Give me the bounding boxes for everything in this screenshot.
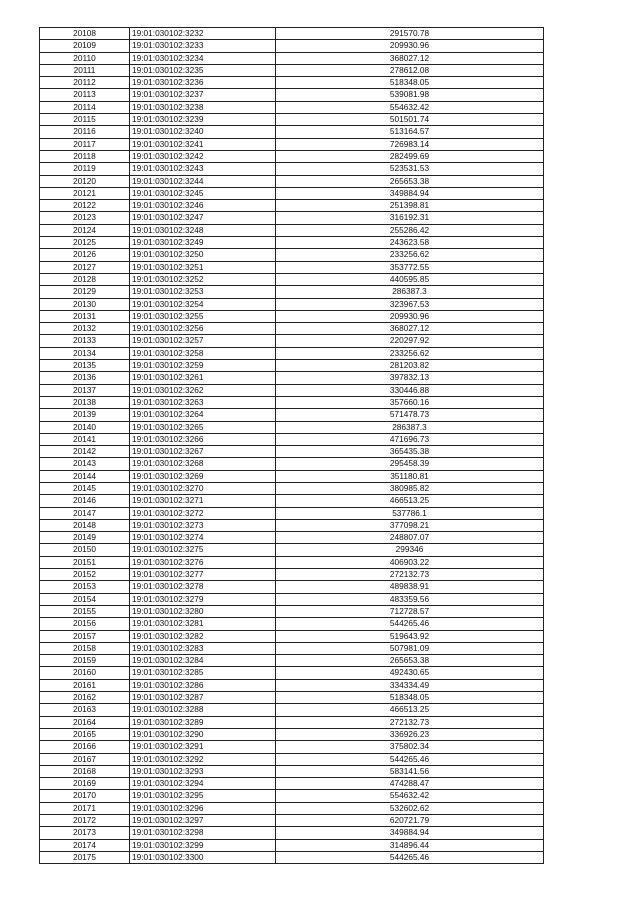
row-number-cell: 20175 [40,851,130,863]
row-number-cell: 20159 [40,655,130,667]
table-row [40,163,544,175]
row-number-cell: 20149 [40,532,130,544]
cadastral-value-cell: 272132.73 [276,716,544,728]
cadastral-number-cell: 19:01:030102:3274 [130,532,276,544]
cadastral-value-cell: 537786.1 [276,507,544,519]
cadastral-number-cell: 19:01:030102:3242 [130,150,276,162]
table-row [40,77,544,89]
row-number-cell: 20109 [40,40,130,52]
row-number-cell: 20130 [40,298,130,310]
table-row [40,347,544,359]
row-number-cell: 20154 [40,593,130,605]
row-number-cell: 20126 [40,249,130,261]
cadastral-value-cell: 314896.44 [276,839,544,851]
table-row [40,630,544,642]
cadastral-value-cell: 316192.31 [276,212,544,224]
row-number-cell: 20170 [40,790,130,802]
cadastral-value-cell: 251398.81 [276,200,544,212]
table-row [40,323,544,335]
cadastral-number-cell: 19:01:030102:3296 [130,802,276,814]
row-number-cell: 20163 [40,704,130,716]
cadastral-value-cell: 243623.58 [276,237,544,249]
row-number-cell: 20114 [40,101,130,113]
cadastral-number-cell: 19:01:030102:3257 [130,335,276,347]
cadastral-number-cell: 19:01:030102:3273 [130,519,276,531]
table-row [40,679,544,691]
cadastral-number-cell: 19:01:030102:3276 [130,556,276,568]
cadastral-number-cell: 19:01:030102:3233 [130,40,276,52]
cadastral-value-cell: 286387.3 [276,421,544,433]
cadastral-value-cell: 368027.12 [276,323,544,335]
cadastral-number-cell: 19:01:030102:3285 [130,667,276,679]
cadastral-number-cell: 19:01:030102:3271 [130,495,276,507]
cadastral-number-cell: 19:01:030102:3264 [130,409,276,421]
cadastral-number-cell: 19:01:030102:3266 [130,433,276,445]
table-row [40,286,544,298]
cadastral-number-cell: 19:01:030102:3255 [130,310,276,322]
table-row [40,175,544,187]
row-number-cell: 20119 [40,163,130,175]
cadastral-value-cell: 483359.56 [276,593,544,605]
cadastral-number-cell: 19:01:030102:3243 [130,163,276,175]
table-row [40,138,544,150]
cadastral-value-cell: 397832.13 [276,372,544,384]
cadastral-value-cell: 571478.73 [276,409,544,421]
row-number-cell: 20141 [40,433,130,445]
table-row [40,187,544,199]
cadastral-number-cell: 19:01:030102:3278 [130,581,276,593]
table-row [40,40,544,52]
row-number-cell: 20146 [40,495,130,507]
cadastral-value-cell: 233256.62 [276,347,544,359]
row-number-cell: 20156 [40,618,130,630]
row-number-cell: 20157 [40,630,130,642]
cadastral-value-cell: 518348.05 [276,77,544,89]
cadastral-value-cell: 471696.73 [276,433,544,445]
cadastral-value-cell: 466513.25 [276,495,544,507]
cadastral-number-cell: 19:01:030102:3248 [130,224,276,236]
row-number-cell: 20152 [40,569,130,581]
table-row [40,753,544,765]
row-number-cell: 20115 [40,114,130,126]
row-number-cell: 20133 [40,335,130,347]
table-row [40,851,544,863]
row-number-cell: 20172 [40,815,130,827]
cadastral-value-cell: 209930.96 [276,40,544,52]
table-row [40,495,544,507]
row-number-cell: 20162 [40,692,130,704]
table-row [40,421,544,433]
cadastral-number-cell: 19:01:030102:3238 [130,101,276,113]
cadastral-value-cell: 554632.42 [276,790,544,802]
cadastral-value-cell: 248807.07 [276,532,544,544]
row-number-cell: 20137 [40,384,130,396]
cadastral-number-cell: 19:01:030102:3281 [130,618,276,630]
row-number-cell: 20151 [40,556,130,568]
cadastral-number-cell: 19:01:030102:3282 [130,630,276,642]
row-number-cell: 20148 [40,519,130,531]
table-row [40,212,544,224]
cadastral-value-cell: 278612.08 [276,64,544,76]
cadastral-value-table [39,27,544,864]
table-row [40,446,544,458]
cadastral-value-cell: 334334.49 [276,679,544,691]
table-row [40,261,544,273]
cadastral-number-cell: 19:01:030102:3246 [130,200,276,212]
row-number-cell: 20134 [40,347,130,359]
cadastral-number-cell: 19:01:030102:3290 [130,728,276,740]
cadastral-value-cell: 377098.21 [276,519,544,531]
table-row [40,716,544,728]
cadastral-value-cell: 712728.57 [276,605,544,617]
row-number-cell: 20135 [40,360,130,372]
cadastral-value-cell: 492430.65 [276,667,544,679]
table-body [40,28,544,864]
cadastral-value-cell: 336926.23 [276,728,544,740]
row-number-cell: 20117 [40,138,130,150]
cadastral-number-cell: 19:01:030102:3279 [130,593,276,605]
table-row [40,360,544,372]
table-row [40,569,544,581]
cadastral-value-cell: 220297.92 [276,335,544,347]
row-number-cell: 20121 [40,187,130,199]
table-row [40,482,544,494]
cadastral-number-cell: 19:01:030102:3268 [130,458,276,470]
table-row [40,728,544,740]
cadastral-value-cell: 282499.69 [276,150,544,162]
cadastral-value-cell: 518348.05 [276,692,544,704]
cadastral-value-cell: 265653.38 [276,655,544,667]
table-row [40,532,544,544]
cadastral-value-cell: 357660.16 [276,396,544,408]
table-row [40,827,544,839]
row-number-cell: 20111 [40,64,130,76]
cadastral-value-cell: 349884.94 [276,827,544,839]
cadastral-number-cell: 19:01:030102:3247 [130,212,276,224]
cadastral-number-cell: 19:01:030102:3236 [130,77,276,89]
table-row [40,519,544,531]
table-row [40,372,544,384]
cadastral-value-cell: 375802.34 [276,741,544,753]
cadastral-number-cell: 19:01:030102:3275 [130,544,276,556]
table-row [40,605,544,617]
row-number-cell: 20113 [40,89,130,101]
cadastral-number-cell: 19:01:030102:3252 [130,273,276,285]
cadastral-number-cell: 19:01:030102:3254 [130,298,276,310]
table-row [40,790,544,802]
row-number-cell: 20160 [40,667,130,679]
row-number-cell: 20164 [40,716,130,728]
cadastral-value-cell: 501501.74 [276,114,544,126]
cadastral-value-cell: 539081.98 [276,89,544,101]
cadastral-value-cell: 554632.42 [276,101,544,113]
row-number-cell: 20173 [40,827,130,839]
table-row [40,335,544,347]
cadastral-value-cell: 380985.82 [276,482,544,494]
table-row [40,298,544,310]
cadastral-number-cell: 19:01:030102:3291 [130,741,276,753]
cadastral-number-cell: 19:01:030102:3244 [130,175,276,187]
table-row [40,815,544,827]
table-row [40,52,544,64]
row-number-cell: 20139 [40,409,130,421]
row-number-cell: 20132 [40,323,130,335]
cadastral-value-cell: 466513.25 [276,704,544,716]
row-number-cell: 20129 [40,286,130,298]
table-row [40,655,544,667]
cadastral-number-cell: 19:01:030102:3283 [130,642,276,654]
table-row [40,384,544,396]
row-number-cell: 20131 [40,310,130,322]
row-number-cell: 20150 [40,544,130,556]
cadastral-value-cell: 323967.53 [276,298,544,310]
cadastral-number-cell: 19:01:030102:3277 [130,569,276,581]
table-row [40,458,544,470]
cadastral-value-cell: 349884.94 [276,187,544,199]
cadastral-number-cell: 19:01:030102:3235 [130,64,276,76]
cadastral-value-cell: 513164.57 [276,126,544,138]
row-number-cell: 20127 [40,261,130,273]
cadastral-number-cell: 19:01:030102:3288 [130,704,276,716]
table-row [40,778,544,790]
cadastral-value-cell: 330446.88 [276,384,544,396]
row-number-cell: 20171 [40,802,130,814]
cadastral-number-cell: 19:01:030102:3297 [130,815,276,827]
row-number-cell: 20158 [40,642,130,654]
cadastral-number-cell: 19:01:030102:3249 [130,237,276,249]
cadastral-value-cell: 544265.46 [276,618,544,630]
cadastral-value-cell: 233256.62 [276,249,544,261]
table-row [40,581,544,593]
table-row [40,64,544,76]
cadastral-number-cell: 19:01:030102:3251 [130,261,276,273]
cadastral-value-cell: 544265.46 [276,851,544,863]
cadastral-number-cell: 19:01:030102:3267 [130,446,276,458]
cadastral-value-cell: 255286.42 [276,224,544,236]
table-row [40,237,544,249]
cadastral-value-cell: 620721.79 [276,815,544,827]
cadastral-value-cell: 353772.55 [276,261,544,273]
table-row [40,273,544,285]
cadastral-number-cell: 19:01:030102:3234 [130,52,276,64]
table-row [40,556,544,568]
table-row [40,765,544,777]
cadastral-number-cell: 19:01:030102:3250 [130,249,276,261]
cadastral-number-cell: 19:01:030102:3245 [130,187,276,199]
table-row [40,28,544,40]
cadastral-value-cell: 299346 [276,544,544,556]
table-row [40,692,544,704]
cadastral-number-cell: 19:01:030102:3293 [130,765,276,777]
cadastral-value-cell: 265653.38 [276,175,544,187]
cadastral-value-cell: 440595.85 [276,273,544,285]
cadastral-number-cell: 19:01:030102:3241 [130,138,276,150]
table-row [40,249,544,261]
cadastral-value-cell: 532602.62 [276,802,544,814]
table-row [40,642,544,654]
cadastral-number-cell: 19:01:030102:3232 [130,28,276,40]
row-number-cell: 20145 [40,482,130,494]
table-row [40,667,544,679]
cadastral-number-cell: 19:01:030102:3299 [130,839,276,851]
cadastral-number-cell: 19:01:030102:3240 [130,126,276,138]
cadastral-number-cell: 19:01:030102:3298 [130,827,276,839]
cadastral-value-cell: 209930.96 [276,310,544,322]
cadastral-value-cell: 406903.22 [276,556,544,568]
cadastral-number-cell: 19:01:030102:3259 [130,360,276,372]
row-number-cell: 20120 [40,175,130,187]
cadastral-number-cell: 19:01:030102:3292 [130,753,276,765]
cadastral-number-cell: 19:01:030102:3286 [130,679,276,691]
row-number-cell: 20153 [40,581,130,593]
cadastral-value-cell: 474288.47 [276,778,544,790]
cadastral-number-cell: 19:01:030102:3300 [130,851,276,863]
row-number-cell: 20169 [40,778,130,790]
row-number-cell: 20123 [40,212,130,224]
table-row [40,741,544,753]
row-number-cell: 20161 [40,679,130,691]
table-row [40,114,544,126]
cadastral-number-cell: 19:01:030102:3262 [130,384,276,396]
row-number-cell: 20167 [40,753,130,765]
table-row [40,839,544,851]
table-row [40,310,544,322]
cadastral-number-cell: 19:01:030102:3269 [130,470,276,482]
row-number-cell: 20122 [40,200,130,212]
row-number-cell: 20128 [40,273,130,285]
cadastral-value-cell: 489838.91 [276,581,544,593]
row-number-cell: 20174 [40,839,130,851]
cadastral-value-cell: 583141.56 [276,765,544,777]
row-number-cell: 20165 [40,728,130,740]
cadastral-value-cell: 272132.73 [276,569,544,581]
row-number-cell: 20155 [40,605,130,617]
table-row [40,507,544,519]
row-number-cell: 20124 [40,224,130,236]
cadastral-number-cell: 19:01:030102:3270 [130,482,276,494]
table-row [40,150,544,162]
row-number-cell: 20143 [40,458,130,470]
row-number-cell: 20138 [40,396,130,408]
cadastral-value-cell: 544265.46 [276,753,544,765]
row-number-cell: 20108 [40,28,130,40]
table-row [40,704,544,716]
cadastral-number-cell: 19:01:030102:3258 [130,347,276,359]
table-row [40,200,544,212]
row-number-cell: 20112 [40,77,130,89]
cadastral-value-cell: 351180.81 [276,470,544,482]
table-row [40,433,544,445]
table-row [40,126,544,138]
cadastral-number-cell: 19:01:030102:3287 [130,692,276,704]
cadastral-number-cell: 19:01:030102:3239 [130,114,276,126]
row-number-cell: 20168 [40,765,130,777]
cadastral-value-cell: 286387.3 [276,286,544,298]
cadastral-number-cell: 19:01:030102:3289 [130,716,276,728]
cadastral-number-cell: 19:01:030102:3256 [130,323,276,335]
row-number-cell: 20125 [40,237,130,249]
table-row [40,470,544,482]
table-row [40,409,544,421]
row-number-cell: 20166 [40,741,130,753]
cadastral-number-cell: 19:01:030102:3237 [130,89,276,101]
table-row [40,101,544,113]
cadastral-value-cell: 519643.92 [276,630,544,642]
cadastral-number-cell: 19:01:030102:3280 [130,605,276,617]
cadastral-number-cell: 19:01:030102:3295 [130,790,276,802]
cadastral-number-cell: 19:01:030102:3263 [130,396,276,408]
row-number-cell: 20142 [40,446,130,458]
cadastral-value-cell: 365435.38 [276,446,544,458]
table-row [40,618,544,630]
cadastral-value-cell: 726983.14 [276,138,544,150]
cadastral-number-cell: 19:01:030102:3272 [130,507,276,519]
cadastral-number-cell: 19:01:030102:3294 [130,778,276,790]
cadastral-number-cell: 19:01:030102:3261 [130,372,276,384]
row-number-cell: 20144 [40,470,130,482]
cadastral-number-cell: 19:01:030102:3253 [130,286,276,298]
row-number-cell: 20147 [40,507,130,519]
table-row [40,396,544,408]
document-page [39,27,543,864]
cadastral-value-cell: 291570.78 [276,28,544,40]
table-row [40,544,544,556]
cadastral-value-cell: 507981.09 [276,642,544,654]
cadastral-value-cell: 295458.39 [276,458,544,470]
table-row [40,89,544,101]
cadastral-number-cell: 19:01:030102:3265 [130,421,276,433]
table-row [40,802,544,814]
row-number-cell: 20118 [40,150,130,162]
row-number-cell: 20116 [40,126,130,138]
cadastral-value-cell: 523531.53 [276,163,544,175]
row-number-cell: 20136 [40,372,130,384]
cadastral-value-cell: 281203.82 [276,360,544,372]
cadastral-number-cell: 19:01:030102:3284 [130,655,276,667]
cadastral-value-cell: 368027.12 [276,52,544,64]
row-number-cell: 20110 [40,52,130,64]
table-row [40,224,544,236]
row-number-cell: 20140 [40,421,130,433]
table-row [40,593,544,605]
